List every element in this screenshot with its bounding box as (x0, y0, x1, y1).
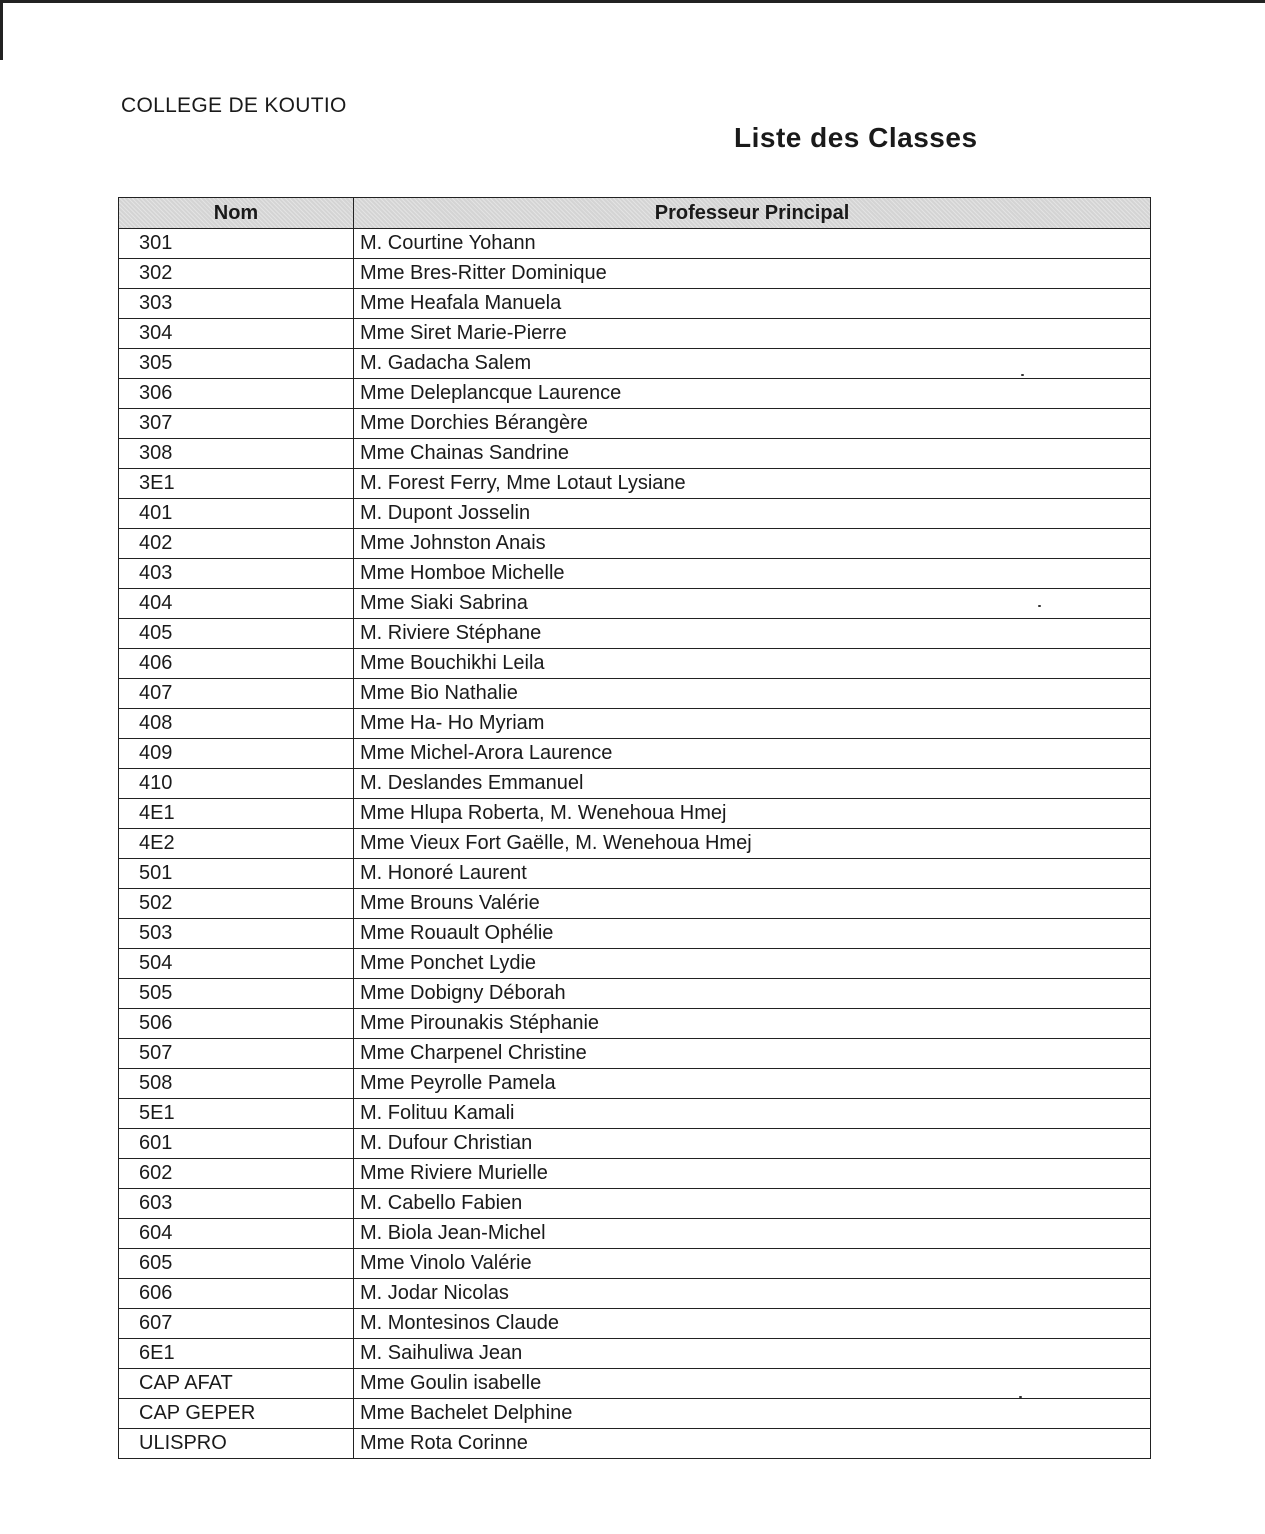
principal-teacher-cell: Mme Siaki Sabrina (354, 589, 1151, 619)
principal-teacher-cell: M. Saihuliwa Jean (354, 1339, 1151, 1369)
class-name-cell: 304 (119, 319, 354, 349)
principal-teacher-cell: Mme Johnston Anais (354, 529, 1151, 559)
principal-teacher-cell: Mme Brouns Valérie (354, 889, 1151, 919)
principal-teacher-cell: M. Courtine Yohann (354, 229, 1151, 259)
principal-teacher-cell: M. Dupont Josselin (354, 499, 1151, 529)
table-row (119, 1399, 1151, 1429)
class-name-cell: ULISPRO (119, 1429, 354, 1459)
table-row (119, 1429, 1151, 1459)
table-row (119, 859, 1151, 889)
principal-teacher-cell: M. Biola Jean-Michel (354, 1219, 1151, 1249)
class-name-cell: 5E1 (119, 1099, 354, 1129)
class-name-cell: 4E1 (119, 799, 354, 829)
table-row (119, 559, 1151, 589)
table-row (119, 919, 1151, 949)
class-name-cell: 6E1 (119, 1339, 354, 1369)
class-name-cell: 403 (119, 559, 354, 589)
class-name-cell: 409 (119, 739, 354, 769)
class-name-cell: 401 (119, 499, 354, 529)
table-row (119, 949, 1151, 979)
class-name-cell: 402 (119, 529, 354, 559)
table-row (119, 649, 1151, 679)
table-row (119, 709, 1151, 739)
class-name-cell: 308 (119, 439, 354, 469)
principal-teacher-cell: Mme Hlupa Roberta, M. Wenehoua Hmej (354, 799, 1151, 829)
table-row (119, 679, 1151, 709)
principal-teacher-cell: Mme Bio Nathalie (354, 679, 1151, 709)
scan-speck (1038, 605, 1041, 607)
principal-teacher-cell: Mme Heafala Manuela (354, 289, 1151, 319)
principal-teacher-cell: Mme Vieux Fort Gaëlle, M. Wenehoua Hmej (354, 829, 1151, 859)
class-name-cell: 303 (119, 289, 354, 319)
class-name-cell: 508 (119, 1069, 354, 1099)
class-name-cell: 601 (119, 1129, 354, 1159)
table-row (119, 289, 1151, 319)
principal-teacher-cell: Mme Bachelet Delphine (354, 1399, 1151, 1429)
table-row (119, 229, 1151, 259)
principal-teacher-cell: Mme Vinolo Valérie (354, 1249, 1151, 1279)
table-row (119, 1279, 1151, 1309)
document-title: Liste des Classes (734, 122, 978, 153)
school-name: COLLEGE DE KOUTIO (121, 94, 347, 117)
principal-teacher-cell: Mme Rota Corinne (354, 1429, 1151, 1459)
class-list-table (118, 197, 1151, 1459)
table-row (119, 1249, 1151, 1279)
principal-teacher-cell: Mme Riviere Murielle (354, 1159, 1151, 1189)
class-name-cell: CAP GEPER (119, 1399, 354, 1429)
table-row (119, 979, 1151, 1009)
principal-teacher-cell: Mme Ponchet Lydie (354, 949, 1151, 979)
scan-speck (1019, 1396, 1022, 1398)
table-row (119, 379, 1151, 409)
principal-teacher-cell: Mme Peyrolle Pamela (354, 1069, 1151, 1099)
principal-teacher-cell: Mme Michel-Arora Laurence (354, 739, 1151, 769)
table-row (119, 1309, 1151, 1339)
table-row (119, 1189, 1151, 1219)
principal-teacher-cell: Mme Ha- Ho Myriam (354, 709, 1151, 739)
class-name-cell: 408 (119, 709, 354, 739)
column-header-nom: Nom (119, 198, 354, 229)
table-row (119, 529, 1151, 559)
table-row (119, 619, 1151, 649)
table-header-row (119, 198, 1151, 229)
principal-teacher-cell: Mme Goulin isabelle (354, 1369, 1151, 1399)
class-name-cell: 301 (119, 229, 354, 259)
class-name-cell: 501 (119, 859, 354, 889)
table-row (119, 589, 1151, 619)
class-name-cell: 4E2 (119, 829, 354, 859)
principal-teacher-cell: M. Forest Ferry, Mme Lotaut Lysiane (354, 469, 1151, 499)
class-name-cell: 306 (119, 379, 354, 409)
table-row (119, 769, 1151, 799)
table-row (119, 1009, 1151, 1039)
table-row (119, 889, 1151, 919)
table-row (119, 409, 1151, 439)
principal-teacher-cell: Mme Dorchies Bérangère (354, 409, 1151, 439)
class-name-cell: 506 (119, 1009, 354, 1039)
class-name-cell: 3E1 (119, 469, 354, 499)
table-row (119, 739, 1151, 769)
class-name-cell: 605 (119, 1249, 354, 1279)
class-name-cell: 307 (119, 409, 354, 439)
table-row (119, 1369, 1151, 1399)
scan-edge-left (0, 0, 3, 60)
principal-teacher-cell: M. Folituu Kamali (354, 1099, 1151, 1129)
class-name-cell: 602 (119, 1159, 354, 1189)
table-row (119, 469, 1151, 499)
class-name-cell: CAP AFAT (119, 1369, 354, 1399)
table-row (119, 1339, 1151, 1369)
principal-teacher-cell: Mme Chainas Sandrine (354, 439, 1151, 469)
class-name-cell: 604 (119, 1219, 354, 1249)
class-name-cell: 405 (119, 619, 354, 649)
column-header-professeur-principal: Professeur Principal (354, 198, 1151, 229)
table-row (119, 1039, 1151, 1069)
class-name-cell: 404 (119, 589, 354, 619)
class-name-cell: 606 (119, 1279, 354, 1309)
class-name-cell: 407 (119, 679, 354, 709)
principal-teacher-cell: M. Honoré Laurent (354, 859, 1151, 889)
scan-edge-top (0, 0, 1265, 3)
class-name-cell: 503 (119, 919, 354, 949)
class-name-cell: 504 (119, 949, 354, 979)
principal-teacher-cell: Mme Homboe Michelle (354, 559, 1151, 589)
table-row (119, 349, 1151, 379)
table-row (119, 259, 1151, 289)
scan-speck (1021, 374, 1024, 376)
principal-teacher-cell: M. Jodar Nicolas (354, 1279, 1151, 1309)
class-name-cell: 603 (119, 1189, 354, 1219)
class-name-cell: 302 (119, 259, 354, 289)
principal-teacher-cell: Mme Charpenel Christine (354, 1039, 1151, 1069)
principal-teacher-cell: M. Deslandes Emmanuel (354, 769, 1151, 799)
principal-teacher-cell: Mme Deleplancque Laurence (354, 379, 1151, 409)
principal-teacher-cell: M. Montesinos Claude (354, 1309, 1151, 1339)
class-name-cell: 502 (119, 889, 354, 919)
table-body (119, 229, 1151, 1459)
principal-teacher-cell: M. Dufour Christian (354, 1129, 1151, 1159)
principal-teacher-cell: Mme Siret Marie-Pierre (354, 319, 1151, 349)
table-row (119, 1159, 1151, 1189)
principal-teacher-cell: Mme Bouchikhi Leila (354, 649, 1151, 679)
class-name-cell: 505 (119, 979, 354, 1009)
principal-teacher-cell: Mme Rouault Ophélie (354, 919, 1151, 949)
principal-teacher-cell: Mme Pirounakis Stéphanie (354, 1009, 1151, 1039)
table-row (119, 319, 1151, 349)
principal-teacher-cell: M. Cabello Fabien (354, 1189, 1151, 1219)
class-name-cell: 305 (119, 349, 354, 379)
table-row (119, 829, 1151, 859)
table-row (119, 799, 1151, 829)
principal-teacher-cell: Mme Dobigny Déborah (354, 979, 1151, 1009)
table-row (119, 439, 1151, 469)
principal-teacher-cell: M. Gadacha Salem (354, 349, 1151, 379)
class-name-cell: 507 (119, 1039, 354, 1069)
table-row (119, 499, 1151, 529)
table-row (119, 1219, 1151, 1249)
principal-teacher-cell: M. Riviere Stéphane (354, 619, 1151, 649)
class-name-cell: 607 (119, 1309, 354, 1339)
class-name-cell: 410 (119, 769, 354, 799)
table-row (119, 1129, 1151, 1159)
principal-teacher-cell: Mme Bres-Ritter Dominique (354, 259, 1151, 289)
class-name-cell: 406 (119, 649, 354, 679)
table-row (119, 1099, 1151, 1129)
table-row (119, 1069, 1151, 1099)
